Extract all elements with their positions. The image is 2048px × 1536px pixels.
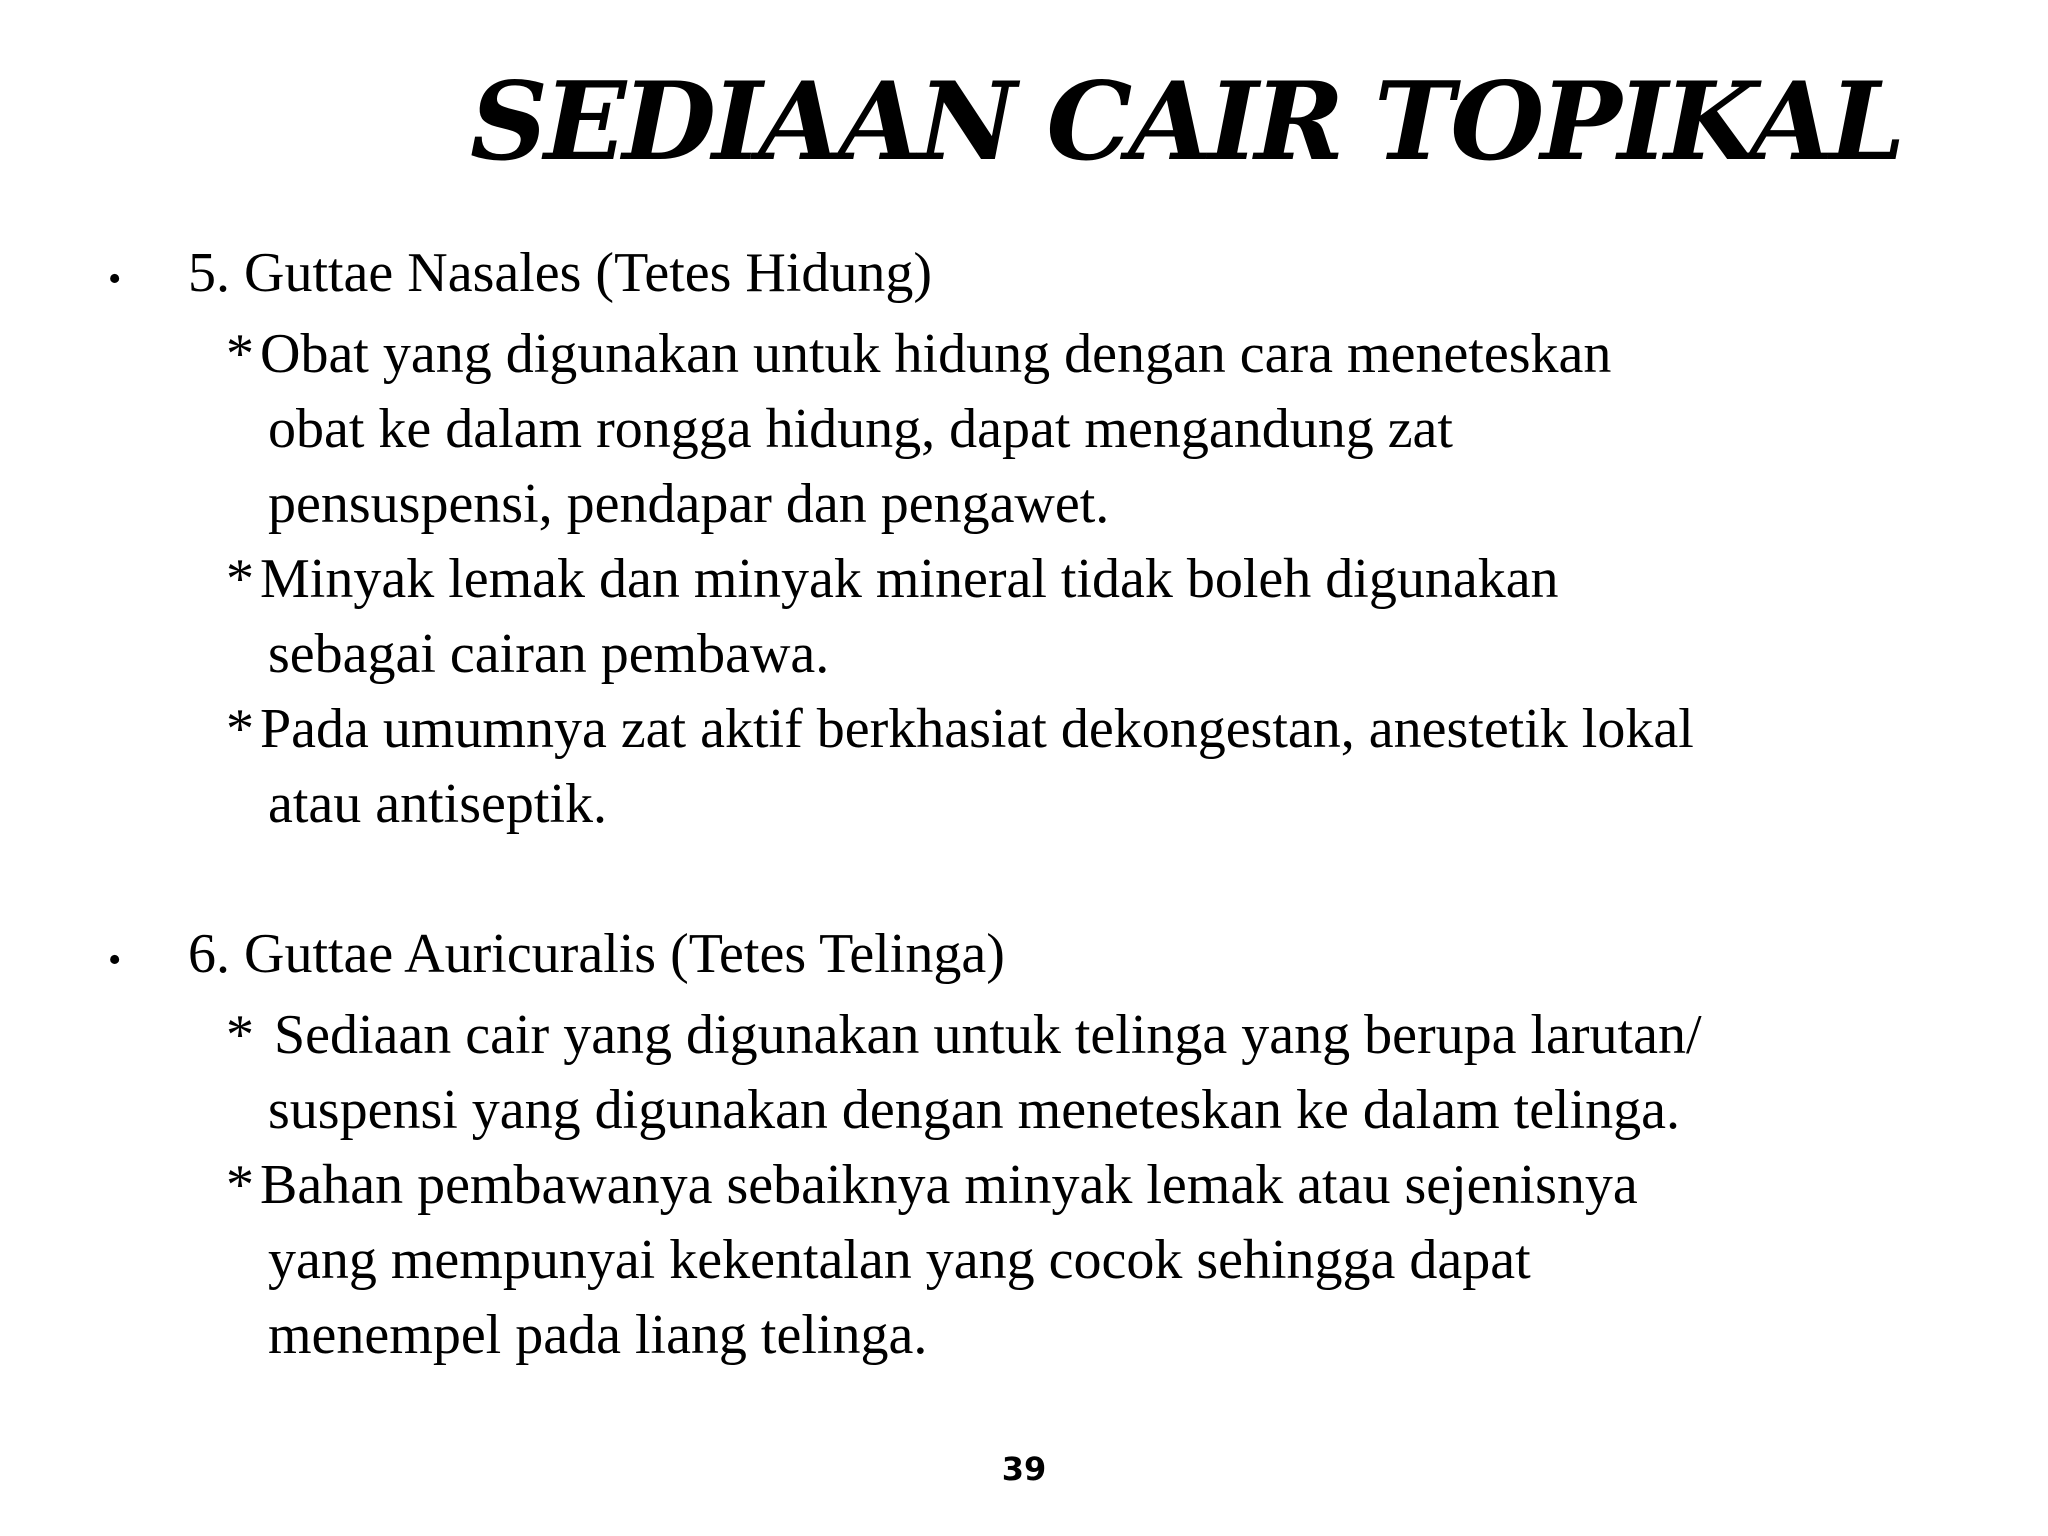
list-item: [226, 542, 2008, 617]
asterisk-marker: *: [226, 1004, 254, 1066]
list-item: [226, 998, 2008, 1073]
item-text: Bahan pembawanya sebaiknya minyak lemak atau sejenisnya: [260, 1154, 1638, 1216]
slide-content: [108, 236, 2008, 1373]
section-guttae-nasales: [108, 236, 2008, 842]
item-text: Obat yang digunakan untuk hidung dengan cara meneteskan: [260, 323, 1612, 385]
item-continuation: pensuspensi, pendapar dan pengawet.: [268, 473, 1110, 535]
item-continuation: suspensi yang digunakan dengan meneteskan ke dalam telinga.: [268, 1079, 1681, 1141]
asterisk-marker: *: [226, 698, 254, 760]
section-heading: 6. Guttae Auricuralis (Tetes Telinga): [188, 923, 1005, 985]
bullet-row: [108, 917, 2008, 998]
asterisk-marker: *: [226, 1154, 254, 1216]
list-item: [226, 1148, 2008, 1223]
item-continuation: obat ke dalam rongga hidung, dapat mengandung zat: [268, 398, 1453, 460]
bullet-row: [108, 236, 2008, 317]
item-text: Sediaan cair yang digunakan untuk telinga yang berupa larutan/: [260, 1004, 1702, 1066]
item-continuation: sebagai cairan pembawa.: [268, 623, 830, 685]
section-heading: 5. Guttae Nasales (Tetes Hidung): [188, 242, 933, 304]
asterisk-marker: *: [226, 548, 254, 610]
list-item: [226, 692, 2008, 767]
bullet-icon: •: [108, 939, 122, 981]
item-continuation: menempel pada liang telinga.: [268, 1304, 928, 1366]
asterisk-marker: *: [226, 323, 254, 385]
item-continuation: atau antiseptik.: [268, 773, 608, 835]
slide-title: SEDIAAN CAIR TOPIKAL: [470, 59, 1902, 185]
section-guttae-auricuralis: [108, 917, 2008, 1373]
item-text: Pada umumnya zat aktif berkhasiat dekongestan, anestetik lokal: [260, 698, 1694, 760]
list-item: [226, 317, 2008, 392]
item-text: Minyak lemak dan minyak mineral tidak boleh digunakan: [260, 548, 1559, 610]
bullet-icon: •: [108, 258, 122, 300]
page-number: 39: [1001, 1450, 1047, 1488]
item-continuation: yang mempunyai kekentalan yang cocok sehingga dapat: [268, 1229, 1531, 1291]
